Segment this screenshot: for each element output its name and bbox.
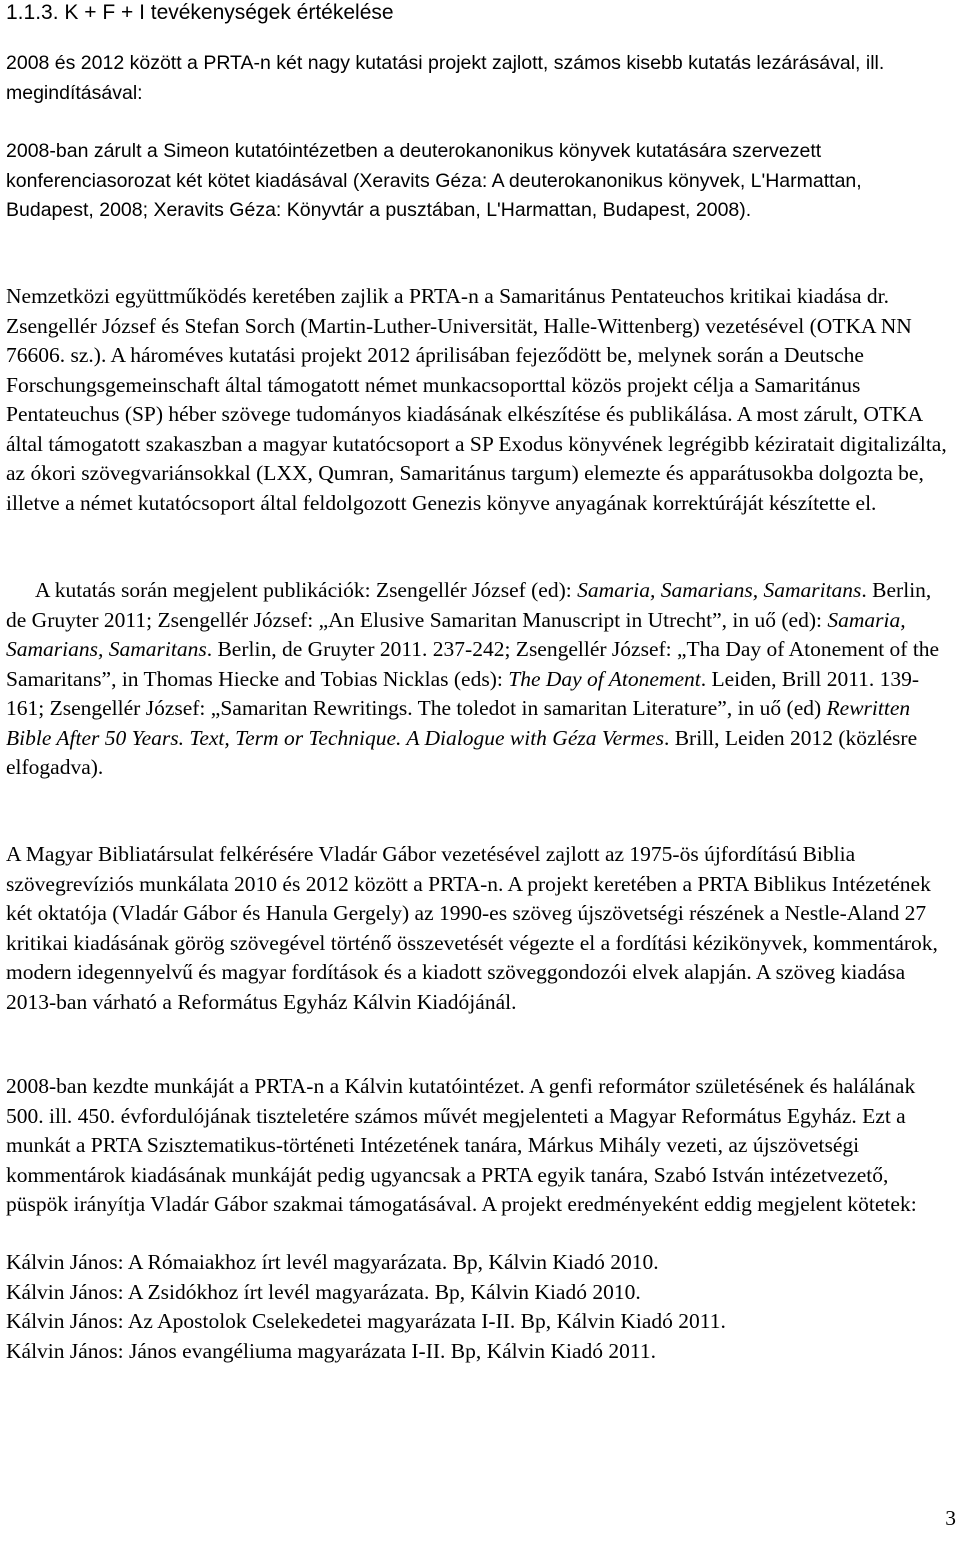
samaritan-paragraph: Nemzetközi együttműködés keretében zajlik a PRTA-n a Samaritánus Pentateuchos kritikai kiadása dr. Zsengellér József és Stefan Sorch (Martin-Luther-Universität, Halle-Wittenberg) vezetésével (OTKA NN 76606. sz.). A hároméves kutatási projekt 2012 áprilisában fejeződött be, melynek során a Deutsche Forschungsgemeinschaft által támogatott német munkacsoporttal közös projekt célja a Samaritánus Pentateuchus (SP) héber szövege tudományos kiadásának elkészítése és publikálása. A most zárult, OTKA által támogatott szakaszban a magyar kutatócsoport a SP Exodus könyvének legrégibb kéziratait digitalizálta, az ókori szövegvariánsokkal (LXX, Qumran, Samaritánus targum) elemezte és apparátusokba dolgozta be, illetve a német kutatócsoport által feldolgozott Genezis könyve anyagának korrektúráját készítette el. — [6, 284, 947, 515]
bible-revision-paragraph: A Magyar Bibliatársulat felkérésére Vladár Gábor vezetésével zajlott az 1975-ös újfordítású Biblia szövegrevíziós munkálata 2010 és 2012 között a PRTA-n. A projekt keretében a PRTA Biblikus Intézetének két oktatója (Vladár Gábor és Hanula Gergely) az 1990-es szöveg újszövetségi részének a Nestle-Aland 27 kritikai kiadásának görög szövegével történő összevetését végezte el a fordítási kézikönyvek, kommentárok, modern idegennyelvű és magyar fordítások és a kiadott szöveggondozói elvek alapján. A szöveg kiadása 2013-ban várható a Református Egyház Kálvin Kiadójánál. — [6, 842, 938, 1014]
list-item: Kálvin János: A Zsidókhoz írt levél magyarázata. Bp, Kálvin Kiadó 2010. — [6, 1279, 641, 1304]
published-volumes-list — [6, 1248, 954, 1366]
publications-text-3: . Berlin, de Gruyter 2011. 237-242; Zsengellér József: „Tha Day of Atonement of the Samaritans”, in Thomas Hiecke and Tobias Nicklas (eds): — [6, 637, 940, 691]
list-item: Kálvin János: A Rómaiakhoz írt levél magyarázata. Bp, Kálvin Kiadó 2010. — [6, 1250, 659, 1274]
simeon-paragraph: 2008-ban zárult a Simeon kutatóintézetben a deuterokanonikus könyvek kutatására szervezett konferenciasorozat két kötet kiadásával (Xeravits Géza: A deuterokanonikus könyvek, L'Harmattan, Budapest, 2008; Xeravits Géza: Könyvtár a pusztában, L'Harmattan, Budapest, 2008). — [6, 140, 862, 221]
intro-paragraph: 2008 és 2012 között a PRTA-n két nagy kutatási projekt zajlott, számos kisebb kutatás lezárásával, ill. megindításával: — [6, 52, 885, 104]
publication-title-3: The Day of Atonement — [508, 666, 701, 691]
publication-title-2: Samaria, Samarians, Samaritans — [6, 607, 906, 661]
page-number: 3 — [945, 1506, 956, 1530]
publications-text-5: . Brill, Leiden 2012 (közlésre elfogadva). — [6, 725, 918, 779]
publications-paragraph — [6, 576, 954, 783]
list-item: Kálvin János: János evangéliuma magyarázata I-II. Bp, Kálvin Kiadó 2011. — [6, 1338, 656, 1363]
list-item: Kálvin János: Az Apostolok Cselekedetei magyarázata I-II. Bp, Kálvin Kiadó 2011. — [6, 1309, 726, 1333]
kalvin-institute-paragraph: 2008-ban kezdte munkáját a PRTA-n a Kálvin kutatóintézet. A genfi reformátor születésének és halálának 500. ill. 450. évfordulójának tiszteletére számos művét megjelenteti a Magyar Református Egyház. Ezt a munkát a PRTA Szisztematikus-történeti Intézetének tanára, Márkus Mihály vezeti, az újszövetségi kommentárok kiadásának munkáját pedig ugyancsak a PRTA egyik tanára, Szabó István intézetvezető, püspök irányítja Vladár Gábor szakmai támogatásával. A projekt eredményeként eddig megjelent kötetek: — [6, 1074, 917, 1216]
publications-text-1: A kutatás során megjelent publikációk: Zsengellér József (ed): — [35, 578, 578, 602]
publication-title-1: Samaria, Samarians, Samaritans — [577, 578, 862, 602]
publication-title-4: Rewritten Bible After 50 Years. Text, Term or Technique. A Dialogue with Géza Vermes — [6, 696, 911, 750]
section-heading: 1.1.3. K + F + I tevékenységek értékelése — [6, 1, 394, 24]
publications-text-4: . Leiden, Brill 2011. 139-161; Zsengellér József: „Samaritan Rewritings. The toledot in samaritan Literature”, in uő (ed) — [6, 666, 920, 720]
publications-text-2: . Berlin, de Gruyter 2011; Zsengellér József: „An Elusive Samaritan Manuscript in Utrecht”, in uő (ed): — [6, 578, 932, 632]
